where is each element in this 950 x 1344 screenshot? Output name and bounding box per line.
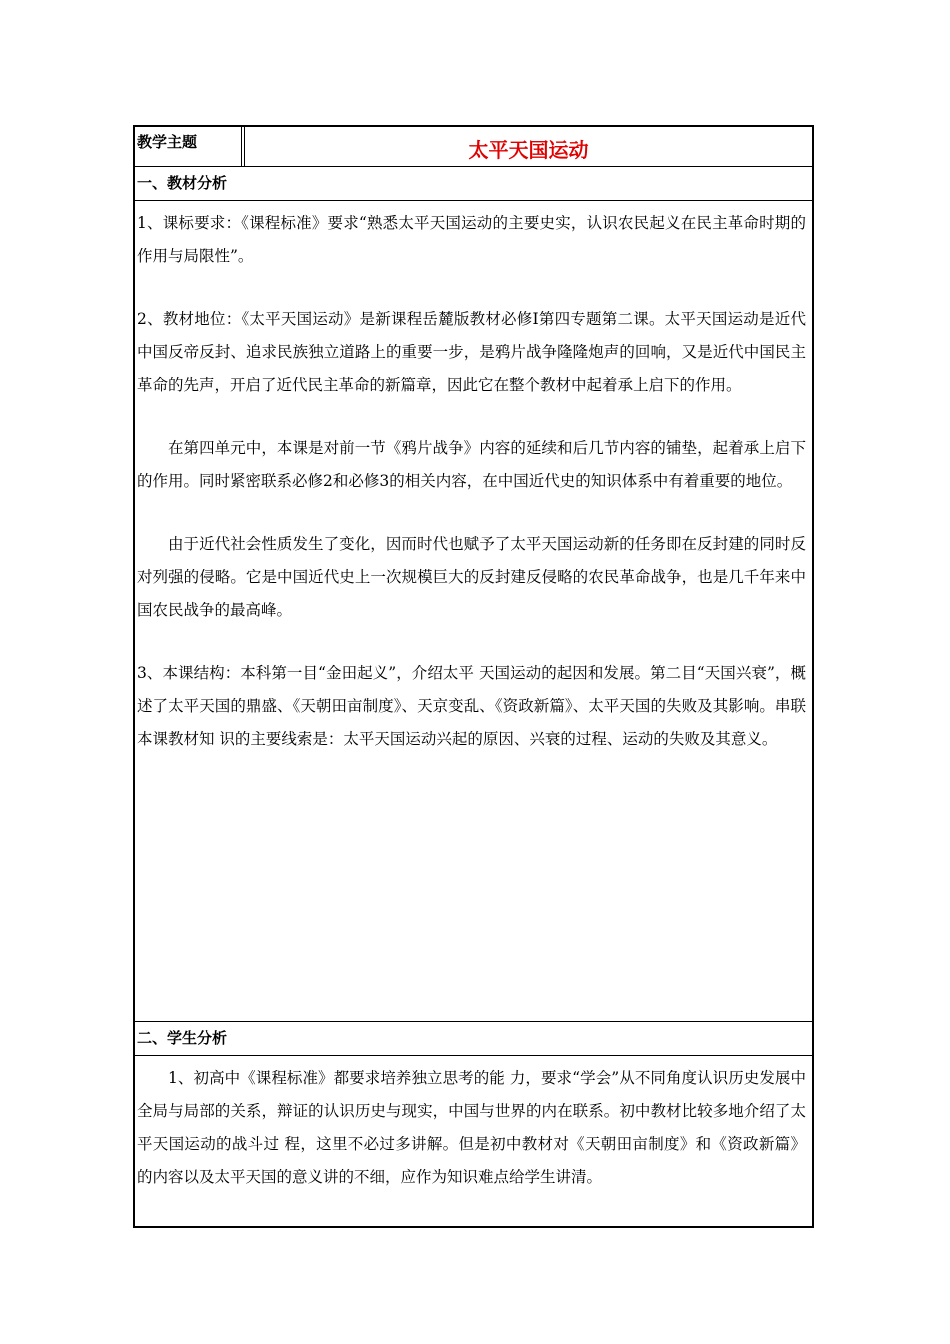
textbook-analysis-cell [135, 201, 812, 1022]
curriculum-requirement-paragraph: 1、课标要求：《课程标准》要求“熟悉太平天国运动的主要史实，认识农民起义在民主革命时期的作用与局限性”。 [137, 214, 806, 265]
section-header-student-analysis: 二、学生分析 [135, 1022, 812, 1056]
student-analysis-cell [135, 1056, 812, 1226]
historical-significance-paragraph: 由于近代社会性质发生了变化，因而时代也赋予了太平天国运动新的任务即在反封建的同时反对列强的侵略。它是中国近代史上一次规模巨大的反封建反侵略的农民革命战争，也是几千年来中国农民战争的最高峰。 [137, 535, 806, 619]
textbook-position-paragraph: 2、教材地位：《太平天国运动》是新课程岳麓版教材必修Ⅰ第四专题第二课。太平天国运动是近代中国反帝反封、追求民族独立道路上的重要一步，是鸦片战争隆隆炮声的回响，又是近代中国民主革命的先声，开启了近代民主革命的新篇章，因此它在整个教材中起着承上启下的作用。 [137, 310, 806, 394]
lesson-title: 太平天国运动 [468, 138, 589, 162]
title-label: 教学主题 [135, 127, 245, 166]
title-row [135, 127, 812, 167]
lesson-structure-paragraph: 3、本课结构：本科第一目“金田起义”，介绍太平 天国运动的起因和发展。第二目“天国兴衰”，概述了太平天国的鼎盛、《天朝田亩制度》、天京变乱、《资政新篇》、太平天国的失败及其影响。串联本课教材知 识的主要线索是：太平天国运动兴起的原因、兴衰的过程、运动的失败及其意义。 [137, 664, 806, 748]
section-header-textbook-analysis: 一、教材分析 [135, 167, 812, 201]
lesson-plan-table [133, 125, 814, 1228]
student-analysis-paragraph: 1、初高中《课程标准》都要求培养独立思考的能 力，要求“学会”从不同角度认识历史发展中全局与局部的关系，辩证的认识历史与现实，中国与世界的内在联系。初中教材比较多地介绍了太平天国运动的战斗过 程，这里不必过多讲解。但是初中教材对《天朝田亩制度》和《资政新篇》的内容以及太平天国的意义讲的不细，应作为知识难点给学生讲清。 [137, 1069, 806, 1186]
unit-context-paragraph: 在第四单元中，本课是对前一节《鸦片战争》内容的延续和后几节内容的铺垫，起着承上启下的作用。同时紧密联系必修2和必修3的相关内容，在中国近代史的知识体系中有着重要的地位。 [137, 439, 806, 490]
